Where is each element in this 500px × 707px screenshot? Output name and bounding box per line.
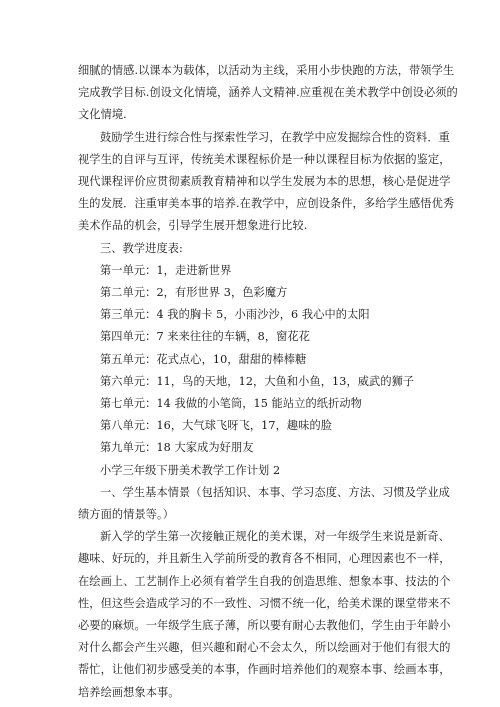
unit-line-6: 第六单元：11，鸟的天地，12，大鱼和小鱼，13，威武的狮子 bbox=[100, 374, 415, 388]
unit-line-1: 第一单元：1，走进新世界 bbox=[100, 263, 232, 277]
unit-line-2: 第二单元：2，有形世界 3，色彩魔方 bbox=[100, 286, 288, 300]
unit-line-4: 第四单元：7 来来往往的车辆，8，窗花花 bbox=[100, 330, 310, 344]
section-2-title: 小学三年级下册美术教学工作计划 2 bbox=[100, 463, 281, 477]
paragraph-intro-continuation: 细腻的情感.以课本为载体，以活动为主线，采用小步快跑的方法，带领学生完成教学目标.创设文化情境，涵养人文精神.应重视在美术教学中创设必须的文化情境. bbox=[78, 64, 458, 122]
unit-line-9: 第九单元：18 大家成为好朋友 bbox=[100, 441, 254, 455]
paragraph-encourage-learning: 鼓励学生进行综合性与探索性学习，在教学中应发掘综合性的资料．重视学生的自评与互评，传统美术课程标价是一种以课程目标为依据的鉴定，现代课程评价应贯彻素质教育精神和以学生发展为本的思想，核心是促进学生的发展．注重审美本事的培养.在教学中，应创设条件，多给学生感悟优秀美术作品的机会，引导学生展开想象进行比较. bbox=[78, 130, 455, 233]
unit-line-8: 第八单元：16，大气球飞呀飞，17，趣味的脸 bbox=[100, 419, 333, 433]
section-2-heading: 一、学生基本情景（包括知识、本事、学习态度、方法、习惯及学业成绩方面的情景等。） bbox=[78, 485, 450, 522]
unit-line-3: 第三单元：4 我的胸卡 5，小雨沙沙，6 我心中的太阳 bbox=[100, 308, 370, 322]
unit-line-5: 第五单元：花式点心，10，甜甜的棒棒糖 bbox=[100, 352, 307, 366]
section-heading-schedule: 三、教学进度表: bbox=[100, 241, 183, 255]
section-2-body: 新入学的学生第一次接触正规化的美术课，对一年级学生来说是新奇、趣味、好玩的，并且新生入学前所受的教育各不相同，心理因素也不一样，在绘画上、工艺制作上必须有着学生自我的创造思维、想象本事、技法的个性，但这些会造成学习的不一致性、习惯不统一化，给美术课的课堂带来不必要的麻烦。一年级学生底子薄，所以要有耐心去教他们，学生由于年龄小对什么都会产生兴趣，但兴趣和耐心不会太久，所以绘画对于他们有很大的帮忙，让他们初步感受美的本事，作画时培养他们的观察本事、绘画本事，培养绘画想象本事。 bbox=[78, 530, 451, 699]
unit-line-7: 第七单元：14 我做的小笔筒，15 能站立的纸折动物 bbox=[100, 397, 362, 411]
